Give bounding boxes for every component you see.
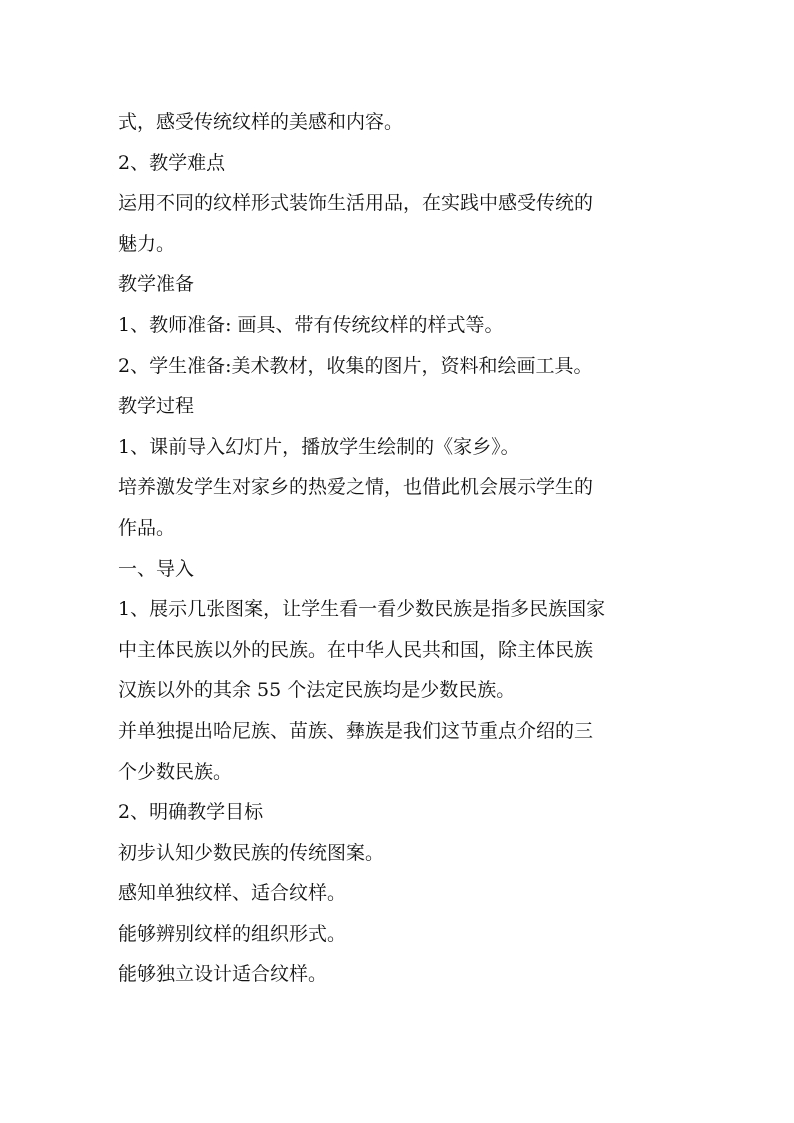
text-line: 运用不同的纹样形式装饰生活用品，在实践中感受传统的 <box>118 192 594 215</box>
section-heading: 2、明确教学目标 <box>118 801 264 824</box>
text-line: 培养激发学生对家乡的热爱之情，也借此机会展示学生的 <box>118 476 594 499</box>
text-line: 个少数民族。 <box>118 760 233 783</box>
text-line: 2、学生准备:美术教材，收集的图片，资料和绘画工具。 <box>118 354 593 377</box>
text-line: 1、展示几张图案，让学生看一看少数民族是指多民族国家 <box>118 598 606 621</box>
text-line: 并单独提出哈尼族、苗族、彝族是我们这节重点介绍的三 <box>118 719 594 742</box>
text-line: 魅力。 <box>118 232 176 255</box>
text-line: 能够辨别纹样的组织形式。 <box>118 922 347 945</box>
text-line: 初步认知少数民族的传统图案。 <box>118 841 385 864</box>
document-body <box>118 102 678 995</box>
text-line: 感知单独纹样、适合纹样。 <box>118 882 347 905</box>
section-heading: 一、导入 <box>118 557 195 580</box>
text-line: 作品。 <box>118 516 176 539</box>
text-line: 式，感受传统纹样的美感和内容。 <box>118 111 404 133</box>
text-line: 1、课前导入幻灯片，播放学生绘制的《家乡》。 <box>118 435 520 458</box>
text-line: 能够独立设计适合纹样。 <box>118 963 328 986</box>
text-line: 汉族以外的其余 55 个法定民族均是少数民族。 <box>118 679 516 702</box>
section-heading: 2、教学难点 <box>118 151 226 174</box>
text-line: 1、教师准备: 画具、带有传统纹样的样式等。 <box>118 313 504 336</box>
text-line: 中主体民族以外的民族。在中华人民共和国，除主体民族 <box>118 638 594 661</box>
section-heading: 教学准备 <box>118 273 195 296</box>
section-heading: 教学过程 <box>118 395 195 418</box>
